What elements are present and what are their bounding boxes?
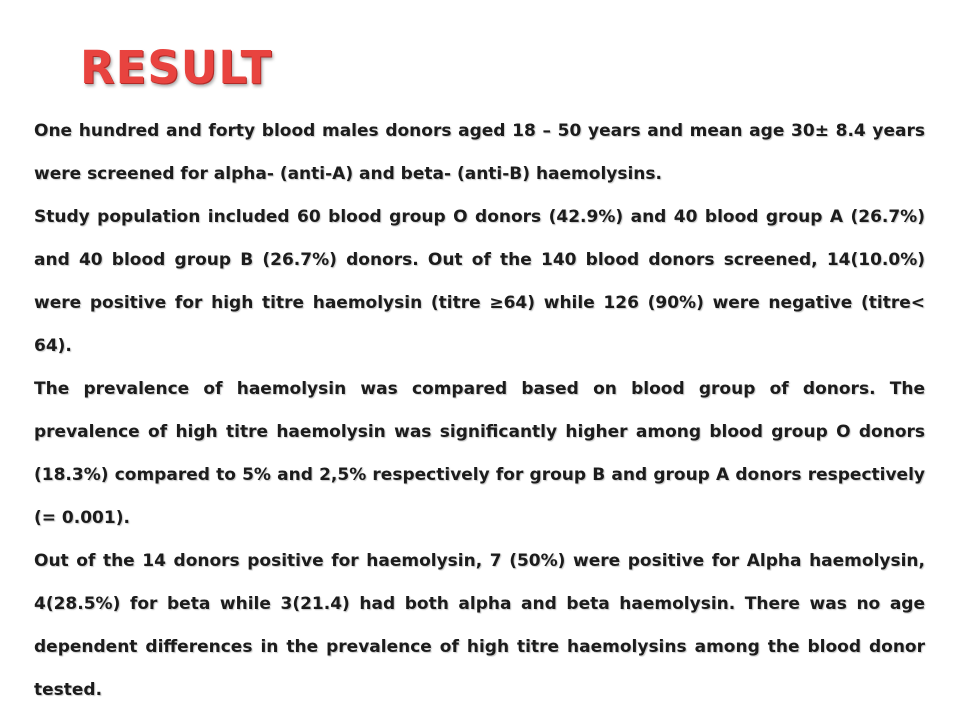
slide-title: RESULT <box>80 41 273 94</box>
paragraph-prevalence-by-group: The prevalence of haemolysin was compared based on blood group of donors. The prevalence of high titre haemolysin was significantly higher among blood group O donors (18.3%) compared to 5% and 2,5% respectively for group B and group A donors respectively (= 0.001). <box>34 379 925 528</box>
paragraph-study-population: Study population included 60 blood group O donors (42.9%) and 40 blood group A (26.7%) and 40 blood group B (26.7%) donors. Out of the 140 blood donors screened, 14(10.0%) were positive for high titre haemolysin (titre ≥64) while 126 (90%) were negative (titre< 64). <box>34 207 925 356</box>
slide-body <box>34 110 925 712</box>
paragraph-haemolysin-types: Out of the 14 donors positive for haemolysin, 7 (50%) were positive for Alpha haemolysin, 4(28.5%) for beta while 3(21.4) had both alpha and beta haemolysin. There was no age dependent differences in the prevalence of high titre haemolysins among the blood donor tested. <box>34 551 925 700</box>
paragraph-study-overview: One hundred and forty blood males donors aged 18 – 50 years and mean age 30± 8.4 years were screened for alpha- (anti-A) and beta- (anti-B) haemolysins. <box>34 121 925 184</box>
